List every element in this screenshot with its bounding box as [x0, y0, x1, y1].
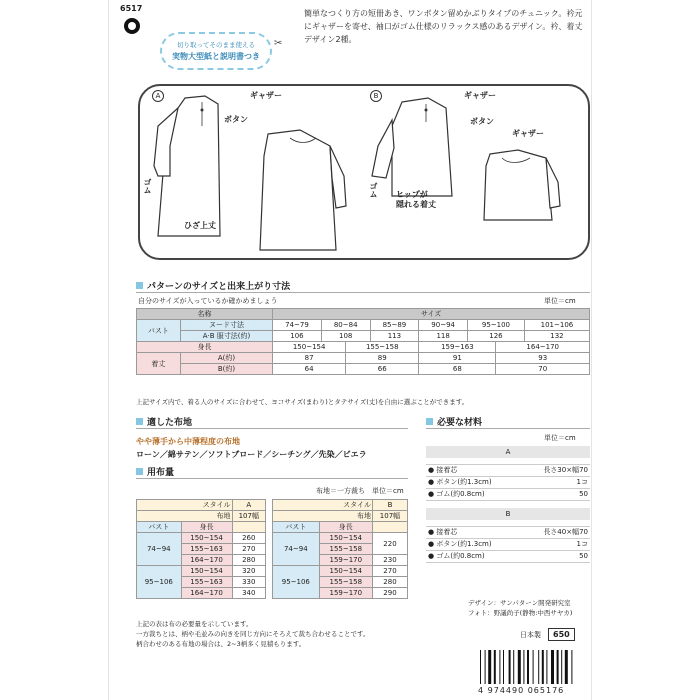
height-label: 身長 [181, 522, 232, 533]
materials-table-a [426, 446, 590, 501]
button-label-a: ボタン [224, 115, 248, 124]
size-table [136, 308, 590, 375]
yardage-note: 布地＝一方裁ち 単位＝cm [316, 487, 404, 495]
a-approx-label: A(約) [180, 353, 272, 364]
size-cell: 159~163 [419, 342, 496, 353]
size-note: 自分のサイズが入っているか確かめましょう [138, 297, 278, 305]
material-name-text: ボタン(約1.3cm) [436, 540, 492, 548]
style-a: A [232, 500, 265, 511]
size-unit: 単位＝cm [544, 297, 576, 305]
style-b-mark: B [370, 90, 382, 102]
section-bullet [136, 282, 143, 289]
value-cell: 220 [372, 533, 407, 555]
yardage-note-2: 一方裁ちとは、柄や毛並みの向きを同じ方向にそろえて裁ち合わせることです。 [136, 629, 370, 638]
divider [136, 428, 408, 429]
size-cell: 91 [419, 353, 496, 364]
design-credit: デザイン：サンパターン開発研究室 [468, 599, 571, 607]
made-in: 日本製 [520, 631, 541, 639]
material-name: ● 接着芯 [426, 464, 521, 476]
hip-label [396, 190, 436, 211]
height-cell: 150~154 [319, 566, 372, 577]
material-qty: 長さ40×幅70 [521, 526, 590, 538]
size-cell: 93 [496, 353, 590, 364]
size-cell: 118 [419, 331, 468, 342]
material-name-text: 接着芯 [436, 528, 458, 536]
height-cell: 159~170 [319, 588, 372, 599]
size-cell: 132 [524, 331, 589, 342]
size-cell: 87 [273, 353, 346, 364]
materials-a-header: A [426, 446, 590, 458]
size-cell: 155~158 [346, 342, 419, 353]
yardage-table-a [136, 499, 266, 599]
height-cell: 155~163 [181, 577, 232, 588]
garment-drawings [140, 86, 592, 262]
style-label: スタイル [137, 500, 233, 511]
yardage-note-1: 上記の表は布の必要量を示しています。 [136, 620, 253, 628]
size-section-title [136, 279, 290, 292]
height-cell: 164~170 [181, 588, 232, 599]
material-name: ● ボタン(約1.3cm) [426, 476, 521, 488]
bust-group: 95~106 [273, 566, 320, 599]
yardage-notes [136, 620, 369, 649]
fabric-section-title [136, 415, 192, 428]
bust-label: バスト [273, 522, 320, 533]
section-bullet [136, 468, 143, 475]
spacer [232, 522, 265, 533]
material-qty: 50 [521, 488, 590, 500]
barcode-number: 4 974490 065176 [478, 686, 565, 695]
hip-line1: ヒップが [396, 190, 428, 199]
size-cell: 85~89 [370, 320, 419, 331]
section-bullet [426, 418, 433, 425]
badge-line1: 切り取ってそのまま使える [177, 41, 255, 49]
materials-table-b [426, 508, 590, 563]
height-cell: 159~170 [319, 555, 372, 566]
value-cell: 260 [232, 533, 265, 544]
size-cell: 150~154 [273, 342, 346, 353]
materials-title-text: 必要な材料 [437, 418, 483, 428]
materials-b-header: B [426, 508, 590, 520]
gomu-label-b: ゴム [369, 182, 378, 198]
garment-illustration-frame [138, 84, 590, 260]
bust-cell: バスト [137, 320, 181, 342]
bust-group: 74~94 [273, 533, 320, 566]
spacer [372, 522, 407, 533]
size-footnote: 上記サイズ内で、着る人のサイズに合わせて、ヨコサイズ(まわり)とタテサイズ(丈)を自由に選ぶことができます。 [136, 398, 469, 406]
scissors-icon: ✂ [274, 38, 283, 49]
material-name: ● 接着芯 [426, 526, 521, 538]
size-cell: 106 [273, 331, 322, 342]
value-cell: 230 [372, 555, 407, 566]
size-cell: 70 [496, 364, 590, 375]
size-cell: 101~106 [524, 320, 589, 331]
size-cell: 68 [419, 364, 496, 375]
size-cell: 80~84 [321, 320, 370, 331]
value-cell: 290 [372, 588, 407, 599]
height-cell: 164~170 [181, 555, 232, 566]
yardage-section-title [136, 465, 174, 478]
length-label-a: ひざ上丈 [184, 221, 216, 230]
fabric-title-text: 適した布地 [147, 418, 193, 428]
fabric-label: 布地 [273, 511, 373, 522]
style-b: B [372, 500, 407, 511]
size-cell: 126 [468, 331, 525, 342]
style-label: スタイル [273, 500, 373, 511]
value-cell: 340 [232, 588, 265, 599]
value-cell: 270 [232, 544, 265, 555]
materials-section-title [426, 415, 482, 428]
size-cell: 74~79 [273, 320, 322, 331]
tunic-b-front-sleeve [372, 120, 394, 178]
length-cell: 着丈 [137, 353, 181, 375]
material-name-text: ゴム(約0.8cm) [436, 490, 485, 498]
yardage-note-3: 柄合わせのある布地の場合は、2~3柄多く見積もります。 [136, 639, 306, 648]
size-cell: 108 [321, 331, 370, 342]
logo-mark [124, 18, 140, 34]
height-cell: 150~154 [181, 533, 232, 544]
divider [136, 478, 408, 479]
gather-label-b1: ギャザー [464, 91, 496, 100]
material-name: ● ゴム(約0.8cm) [426, 488, 521, 500]
name-header: 名称 [137, 309, 273, 320]
width-a: 107幅 [232, 511, 265, 522]
barcode [478, 650, 590, 684]
tunic-b-back [484, 150, 552, 220]
intro-text: 簡単なつくり方の短冊あき、ワンボタン留めかぶりタイプのチュニック。衿元にギャザーを寄せ、袖口がゴム仕様のリラックス感のあるデザイン。衿、着丈デザイン2種。 [304, 9, 583, 44]
hip-line2: 隠れる着丈 [396, 200, 436, 210]
badge-line2: 実物大型紙と説明書つき [172, 52, 260, 61]
material-qty: 1コ [521, 538, 590, 550]
yardage-table-b [272, 499, 408, 599]
materials-unit: 単位＝cm [544, 434, 576, 442]
material-name-text: 接着芯 [436, 466, 458, 474]
button-label-b: ボタン [470, 117, 494, 126]
pattern-code: 6517 [120, 4, 143, 13]
value-cell: 280 [372, 577, 407, 588]
price-box: 650 [548, 628, 575, 641]
fabric-list: ローン／綿サテン／ソフトブロード／シーチング／先染／ビエラ [136, 450, 367, 459]
gomu-label-a: ゴム [143, 178, 152, 194]
ab-label: A·B 服寸法(約) [180, 331, 272, 342]
section-bullet [136, 418, 143, 425]
gather-label-a: ギャザー [250, 91, 282, 100]
style-a-mark: A [152, 90, 164, 102]
height-label: 身長 [137, 342, 273, 353]
material-qty: 長さ30×幅70 [521, 464, 590, 476]
height-label: 身長 [319, 522, 372, 533]
size-cell: 95~100 [468, 320, 525, 331]
material-name-text: ボタン(約1.3cm) [436, 478, 492, 486]
b-approx-label: B(約) [180, 364, 272, 375]
material-qty: 50 [521, 550, 590, 562]
size-cell: 89 [346, 353, 419, 364]
height-cell: 155~158 [319, 544, 372, 555]
gather-label-b2: ギャザー [512, 129, 544, 138]
fabric-label: 布地 [137, 511, 233, 522]
height-cell: 150~154 [319, 533, 372, 544]
tunic-b-front [392, 98, 452, 196]
size-title-text: パターンのサイズと出来上がり寸法 [147, 282, 291, 292]
width-b: 107幅 [372, 511, 407, 522]
fabric-highlight: やや薄手から中薄程度の布地 [136, 437, 240, 446]
yardage-title-text: 用布量 [147, 468, 175, 478]
pattern-badge [160, 32, 272, 70]
material-qty: 1コ [521, 476, 590, 488]
tunic-a-back [260, 130, 336, 250]
height-cell: 150~154 [181, 566, 232, 577]
bust-group: 95~106 [137, 566, 182, 599]
button-b [425, 109, 428, 112]
value-cell: 320 [232, 566, 265, 577]
button-a [201, 109, 204, 112]
photo-credit: フォト：野議尚子(静物:中西サヤカ) [468, 609, 573, 617]
value-cell: 330 [232, 577, 265, 588]
height-cell: 155~163 [181, 544, 232, 555]
material-name: ● ゴム(約0.8cm) [426, 550, 521, 562]
material-name: ● ボタン(約1.3cm) [426, 538, 521, 550]
size-cell: 90~94 [419, 320, 468, 331]
height-cell: 155~158 [319, 577, 372, 588]
bust-group: 74~94 [137, 533, 182, 566]
size-header: サイズ [273, 309, 590, 320]
size-cell: 164~170 [496, 342, 590, 353]
divider [136, 292, 590, 293]
value-cell: 270 [372, 566, 407, 577]
divider [426, 428, 590, 429]
material-name-text: ゴム(約0.8cm) [436, 552, 485, 560]
value-cell: 280 [232, 555, 265, 566]
bust-label: バスト [137, 522, 182, 533]
size-cell: 66 [346, 364, 419, 375]
size-cell: 113 [370, 331, 419, 342]
size-cell: 64 [273, 364, 346, 375]
nude-label: ヌード寸法 [180, 320, 272, 331]
